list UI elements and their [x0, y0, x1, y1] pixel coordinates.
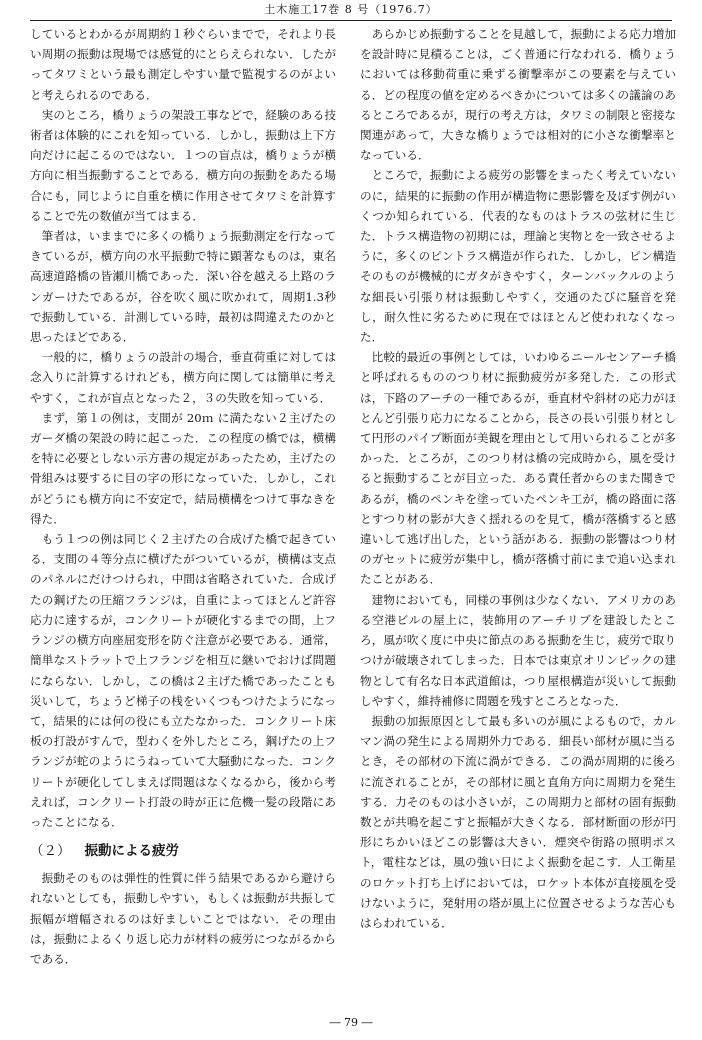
- paragraph: しているとわかるが周期約１秒ぐらいまでで，それより長い周期の振動は現場では感覚的にとらえられない．したがってタワミという最も測定しやすい量で監視するのがよいと考えられるのである．: [30, 27, 336, 102]
- paragraph: ところで，振動による疲労の影響をまったく考えていないのに，結果的に振動の作用が構造物に悪影響を及ぼす例がいくつか知られている．代表的なものはトラスの弦材に生じた．トラス構造物の初期には，理論と実物とを一致させるように，多くのピントラス構造が作られた．しかし，ピン構造そのものが機械的にガタがきやすく，ターンバックルのような細長い引張り材は振動しやすく，交通のたびに騒音を発し，耐久性に劣るために現在ではほとんど使われなくなった．: [360, 168, 676, 345]
- paragraph: 一般的に，橋りょうの設計の場合，垂直荷重に対しては念入りに計算するけれども，横方向に関しては簡単に考えやすく，これが盲点となった２，３の失敗を知っている．: [30, 350, 336, 405]
- section-title: 振動による疲労: [84, 843, 179, 860]
- paragraph: 振動そのものは弾性的性質に伴う結果であるから避けられないとしても，振動しやすい，もしくは振動が共振して振幅が増幅されるのは好ましいことではない．その理由は，振動によるくり返し応力が材料の疲労につながるからである．: [30, 871, 336, 966]
- right-column: [360, 24, 676, 933]
- paragraph: 筆者は，いままでに多くの橋りょう振動測定を行なってきているが，横方向の水平振動で特に顕著なものは，東名高速道路橋の皆瀬川橋であった．深い谷を越える上路のランガーけたであるが，谷を吹く風に吹かれて，周期1.3秒で振動している．計測している時，最初は問違えたのかと思ったほどである．: [30, 229, 336, 345]
- paragraph: 振動の加振原因として最も多いのが風によるもので，カルマン渦の発生による周期外力である．細長い部材が風に当るとき，その部材の下流に渦ができる．この渦が周期的に後ろに流されることが，その部材に風と直角方向に周期力を発生する．力そのものは小さいが，この周期力と部材の固有振動数とが共鳴を起こすと振幅が大きくなる．部材断面の形が円形にちかいほどこの影響は大きい．煙突や街路の照明ポスト，電柱などは，風の強い日によく振動を起こす．人工衛星のロケット打ち上げにおいては，ロケット本体が直接風を受けないように，発射用の塔が風上に位置させるような苦心もはらわれている．: [360, 713, 676, 930]
- paragraph: 建物においても，同様の事例は少なくない．アメリカのある空港ビルの屋上に，装飾用のアーチリブを建設したところ，風が吹く度に中央に節点のある振動を生じ，疲労で取りつけが破壊されてしまった．日本では東京オリンピックの建物として有名な日本武道館は，つり屋根構造が災いして振動しやすく，維持補修に問題を残すところとなった．: [360, 592, 676, 708]
- section-heading: [30, 840, 336, 862]
- paragraph: 実のところ，橋りょうの架設工事などで，経験のある技術者は体験的にこれを知っている．しかし，振動は上下方向だけに起こるのではない．１つの盲点は，橋りょうが横方向に相当振動することである．横方向の振動をあたる場合にも，同じように自重を横に作用させてタワミを計算することで先の数値が当てはまる．: [30, 107, 336, 223]
- page-number: ― 79 ―: [329, 1016, 373, 1029]
- left-column: [30, 24, 336, 969]
- section-number: （２）: [30, 843, 71, 860]
- paragraph: 比較的最近の事例としては，いわゆるニールセンアーチ橋と呼ばれるもののつり材に振動疲労が多発した．この形式は，下路のアーチの一種であるが，垂直材や斜材の応力がほとんど引張り応力になることから，長さの長い引張り材として円形のパイプ断面が美観を理由として用いられることが多かった．ところが，このつり材は橋の完成時から，風を受けると振動することが目立った．ある責任者からのまた聞きであるが，橋のペンキを塗っていたペンキ工が，橋の路面に落とすつり材の影が大きく揺れるのを見て，橋が落橋すると感違いして逃げ出した，という話がある．振動の影響はつり材のガセットに疲労が集中し，橋が落橋寸前にまで追い込まれたことがある．: [360, 350, 676, 587]
- paragraph: まず，第１の例は，支間が 20ｍ に満たない２主げたのガーダ橋の架設の時に起こった．この程度の橋では，横構を特に必要としない示方書の規定があったため，主げたの骨組みは要するに目の字の形になっていた．しかし，これがどうにも横方向に不安定で，結局横構をつけて事なきを得た．: [30, 410, 336, 526]
- running-header: 土木施工17巻 8 号（1976.7）: [264, 3, 438, 16]
- header-rule: [30, 20, 672, 21]
- paragraph: あらかじめ振動することを見越して，振動による応力増加を設計時に見積ることは，ごく普通に行なわれる．橋りょうにおいては移動荷重に乗ずる衝撃率がこの要素を与えている．どの程度の値を定めるべきかについては多くの議論のあるところであるが，現行の考え方は，タワミの制限と密接な関連があって，大きな橋りょうでは相対的に小さな衝撃率となっている．: [360, 27, 676, 163]
- paragraph: もう１つの例は同じく２主げたの合成げた橋で起きている．支間の４等分点に横げたがついているが，横構は支点のパネルにだけつけられ，中間は省略されていた．合成げたの鋼げたの圧縮フランジは，自重によってほとんど許容応力に達するが，コンクリートが硬化するまでの間，上フランジの横方向座屈変形を防ぐ注意が必要である．通常，簡単なストラットで上フランジを相互に継いでおけば問題にならない．しかし，この橋は２主げた橋であったことも災いして，ちょうど梯子の桟をいくつもつけたようになって，結果的には何の役にも立たなかった．コンクリート床板の打設がすんで，型わくを外したところ，鋼げたの上フランジが蛇のようにうねっていて大騒動になった．コンクリートが硬化してしまえば問題はなくなるから，後から考えれば，コンクリート打設の時が正に危機一髪の段階にあったことになる．: [30, 532, 336, 829]
